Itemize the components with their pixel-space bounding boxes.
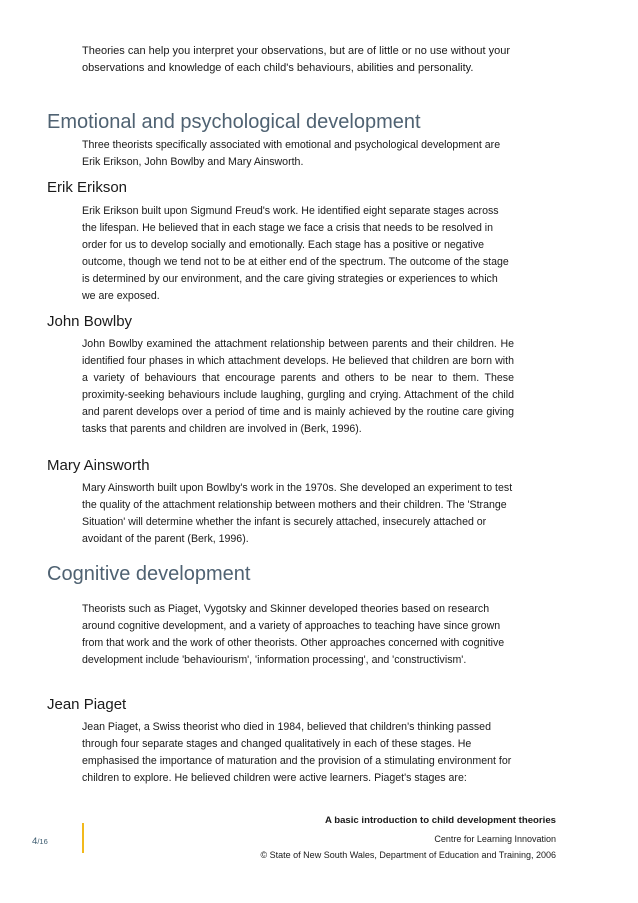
footer-document-title: A basic introduction to child development theories [325, 815, 556, 826]
footer-copyright: © State of New South Wales, Department of Education and Training, 2006 [260, 850, 556, 860]
heading-mary-ainsworth: Mary Ainsworth [47, 457, 150, 474]
heading-emotional-development: Emotional and psychological development [47, 111, 421, 133]
paragraph-jean-piaget: Jean Piaget, a Swiss theorist who died in 1984, believed that children's thinking passed through four separate stages and changed qualitatively in each of these stages. He emphasised the importance of maturation and the provision of a stimulating environment for children to explore. He believed children were active learners. Piaget's stages are: [82, 721, 512, 784]
heading-john-bowlby: John Bowlby [47, 313, 133, 330]
paragraph-emotional-development: Three theorists specifically associated with emotional and psychological development are Erik Erikson, John Bowlby and Mary Ainsworth. [82, 139, 501, 168]
heading-erik-erikson: Erik Erikson [47, 179, 128, 196]
page-number-total: /16 [37, 837, 48, 846]
paragraph-erik-erikson: Erik Erikson built upon Sigmund Freud's work. He identified eight separate stages across the lifespan. He believed that in each stage we face a crisis that needs to be resolved in order for us to develop socially and emotionally. Each stage has a positive or negative outcome, though we tend not to be at either end of the spectrum. The outcome of the stage is determined by our environment, and the care giving strategies or experiences to which we are exposed. [82, 205, 509, 302]
heading-jean-piaget: Jean Piaget [47, 696, 127, 713]
heading-cognitive-development: Cognitive development [47, 563, 251, 585]
footer-organisation: Centre for Learning Innovation [434, 834, 556, 844]
paragraph-cognitive-development: Theorists such as Piaget, Vygotsky and Skinner developed theories based on research around cognitive development, and a variety of approaches to teaching have since grown from that work and the work of other theorists. Other approaches concerned with cognitive development include 'behaviourism', 'information processing', and 'constructivism'. [82, 603, 505, 666]
page-number [32, 836, 48, 847]
paragraph-mary-ainsworth: Mary Ainsworth built upon Bowlby's work in the 1970s. She developed an experiment to test the quality of the attachment relationship between mothers and their children. The 'Strange Situation' will determine whether the infant is securely attached, insecurely attached or avoidant of the parent (Berk, 1996). [82, 482, 513, 545]
page-number-current: 4 [32, 836, 38, 847]
footer-accent-bar [82, 823, 84, 853]
paragraph-john-bowlby: John Bowlby examined the attachment relationship between parents and their children. He identified four phases in which attachment develops. He believed that children are born with a variety of behaviours that encourage parents and others to be near to them. These proximity-seeking behaviours include laughing, gurgling and crying. Attachment of the child and parent develops over a period of time and is mainly achieved by the routine care giving tasks that parents and children are involved in (Berk, 1996). [82, 338, 514, 435]
intro-paragraph: Theories can help you interpret your observations, but are of little or no use without your observations and knowledge of each child's behaviours, abilities and personality. [82, 45, 511, 74]
